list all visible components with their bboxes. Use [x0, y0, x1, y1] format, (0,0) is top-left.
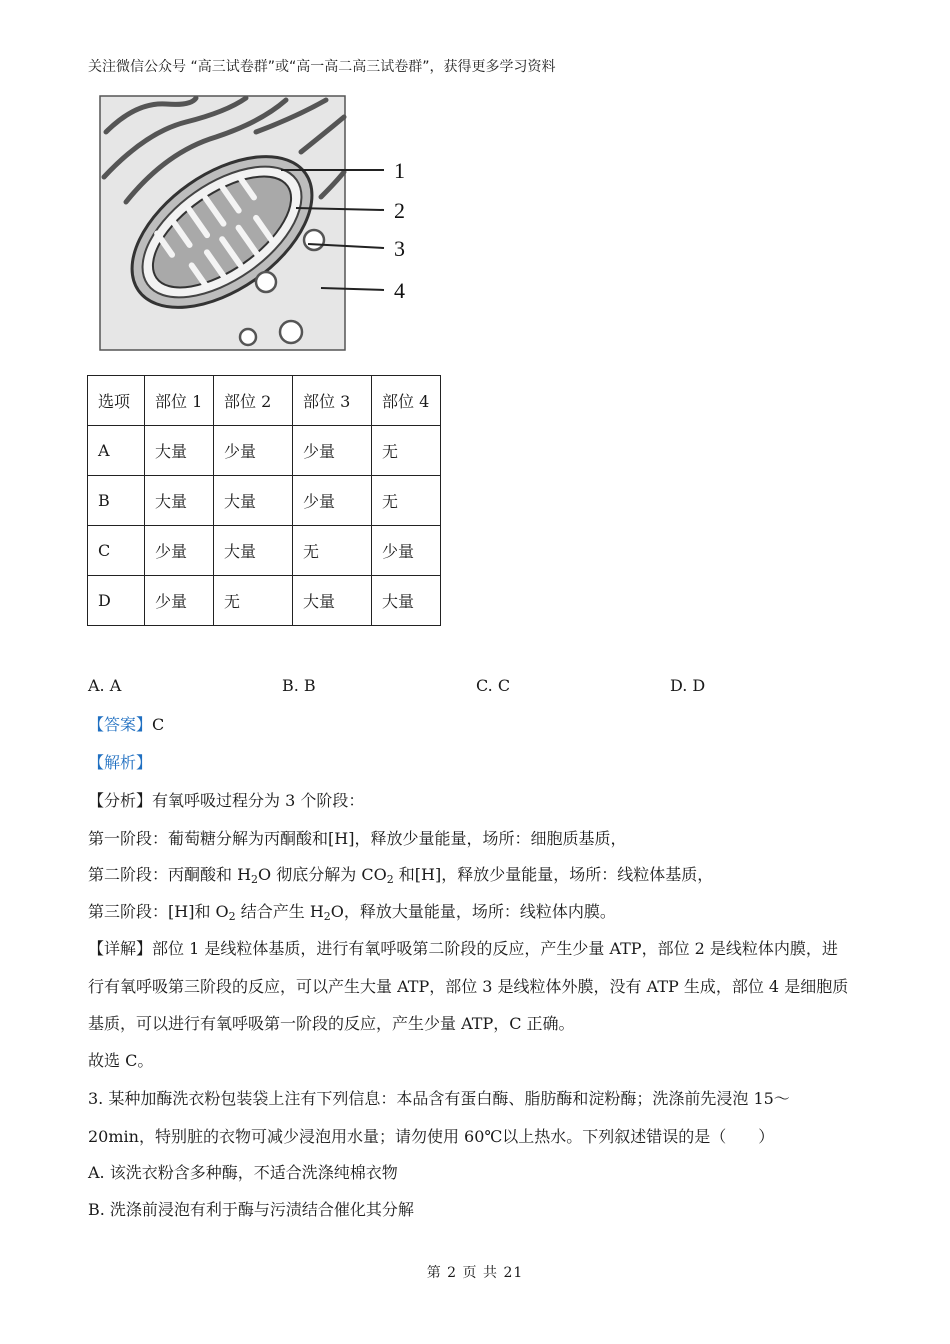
table-cell: 大量: [214, 476, 293, 526]
table-header-row: [88, 376, 441, 426]
analysis-stage3: [88, 899, 616, 923]
analysis-stage2: [88, 862, 713, 886]
analysis-intro-text: 有氧呼吸过程分为 3 个阶段：: [152, 791, 365, 810]
figure-label-1: 1: [394, 158, 405, 183]
table-cell: 大量: [293, 576, 372, 626]
table-header-cell: 部位 1: [145, 376, 214, 426]
table-cell: 无: [372, 426, 441, 476]
stage2-text: O 彻底分解为 CO: [258, 865, 387, 884]
figure-label-2: 2: [394, 198, 405, 223]
stage3-text: 第三阶段：[H]和 O: [88, 902, 229, 921]
explanation-tag: 【解析】: [88, 753, 153, 772]
stage3-text: 结合产生 H: [235, 902, 324, 921]
table-cell: 大量: [145, 426, 214, 476]
question3-option-b: B. 洗涤前浸泡有利于酶与污渍结合催化其分解: [88, 1200, 414, 1219]
choice-d: D. D: [670, 676, 706, 695]
header-note: 关注微信公众号 “高三试卷群”或“高一高二高三试卷群”，获得更多学习资料: [88, 59, 556, 75]
stage2-subscript: 2: [251, 873, 259, 886]
stage2-text: 和[H]，释放少量能量，场所：线粒体基质，: [393, 865, 714, 884]
detail-text: 部位 1 是线粒体基质，进行有氧呼吸第二阶段的反应，产生少量 ATP，部位 2 是线粒体内膜，进: [152, 939, 838, 958]
analysis-stage1: 第一阶段：葡萄糖分解为丙酮酸和[H]，释放少量能量，场所：细胞质基质，: [88, 829, 627, 848]
detail-line-3: 基质，可以进行有氧呼吸第一阶段的反应，产生少量 ATP，C 正确。: [88, 1014, 575, 1033]
detail-tag: 【详解】: [88, 939, 153, 958]
table-cell: 少量: [145, 576, 214, 626]
vesicle: [304, 230, 324, 250]
choice-a: A. A: [88, 676, 122, 695]
question3-line-2: 20min，特别脏的衣物可减少浸泡用水量；请勿使用 60℃以上热水。下列叙述错误的是（ ）: [88, 1127, 775, 1146]
detail-line-2: 行有氧呼吸第三阶段的反应，可以产生大量 ATP，部位 3 是线粒体外膜，没有 ATP 生成，部位 4 是细胞质: [88, 977, 849, 996]
table-cell: 无: [372, 476, 441, 526]
question3-option-a: A. 该洗衣粉含多种酶，不适合洗涤纯棉衣物: [88, 1163, 398, 1182]
detail-conclusion: 故选 C。: [88, 1051, 154, 1070]
figure-label-3: 3: [394, 236, 405, 261]
table-header-cell: 部位 3: [293, 376, 372, 426]
table-header-cell: 选项: [88, 376, 145, 426]
mitochondrion-diagram: [96, 92, 426, 354]
choice-b: B. B: [282, 676, 316, 695]
analysis-tag: 【分析】: [88, 791, 153, 810]
choice-c: C. C: [476, 676, 511, 695]
table-cell: 少量: [145, 526, 214, 576]
table-cell: 少量: [372, 526, 441, 576]
answer-tag: 【答案】: [88, 715, 153, 734]
options-table: [87, 375, 441, 626]
vesicle: [280, 321, 302, 343]
table-cell: 大量: [372, 576, 441, 626]
detail-line-1: [88, 936, 838, 959]
page-footer: 第 2 页 共 21: [426, 1265, 524, 1281]
table-header-cell: 部位 2: [214, 376, 293, 426]
table-cell: 无: [214, 576, 293, 626]
table-cell: B: [88, 476, 145, 526]
table-cell: D: [88, 576, 145, 626]
table-row: [88, 526, 441, 576]
stage3-text: O，释放大量能量，场所：线粒体内膜。: [330, 902, 616, 921]
table-row: [88, 576, 441, 626]
table-cell: 少量: [293, 476, 372, 526]
table-cell: 大量: [145, 476, 214, 526]
answer-value: C: [152, 715, 165, 734]
answer-line: [88, 712, 164, 735]
figure-label-4: 4: [394, 278, 405, 303]
table-cell: 少量: [214, 426, 293, 476]
table-cell: 大量: [214, 526, 293, 576]
table-row: [88, 476, 441, 526]
vesicle: [240, 329, 256, 345]
stage2-subscript: 2: [386, 873, 394, 886]
stage2-text: 第二阶段：丙酮酸和 H: [88, 865, 252, 884]
vesicle: [256, 272, 276, 292]
table-cell: C: [88, 526, 145, 576]
analysis-intro: [88, 788, 364, 811]
answer-choices: [88, 676, 888, 698]
table-cell: A: [88, 426, 145, 476]
table-row: [88, 426, 441, 476]
question3-line-1: 3. 某种加酶洗衣粉包装袋上注有下列信息：本品含有蛋白酶、脂肪酶和淀粉酶；洗涤前先浸泡 15～: [88, 1089, 790, 1108]
table-cell: 少量: [293, 426, 372, 476]
stage3-subscript: 2: [228, 910, 236, 923]
table-header-cell: 部位 4: [372, 376, 441, 426]
stage3-subscript: 2: [323, 910, 331, 923]
table-cell: 无: [293, 526, 372, 576]
